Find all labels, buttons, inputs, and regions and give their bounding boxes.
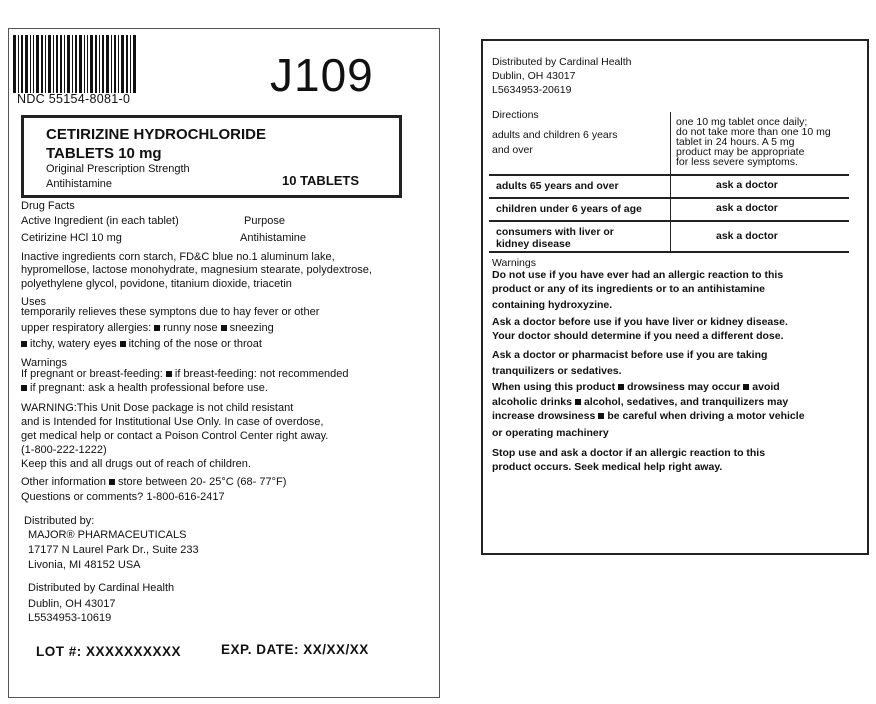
warn-ask-doctor-2: Your doctor should determine if you need a different dose. (492, 330, 784, 342)
warn-when-using-2 (492, 396, 788, 408)
keep-out-of-reach: Keep this and all drugs out of reach of children. (21, 458, 251, 470)
bullet-icon (618, 384, 624, 390)
avoid: avoid (752, 381, 780, 393)
questions-phone: Questions or comments? 1-800-616-2417 (21, 491, 225, 503)
row1-dose-line2: do not take more than one 10 mg (676, 126, 831, 138)
drug-facts-heading: Drug Facts (21, 200, 75, 212)
product-title-box (21, 115, 402, 198)
major-city: Livonia, MI 48152 USA (28, 559, 141, 571)
directions-heading: Directions (492, 109, 539, 121)
distributed-by-label: Distributed by: (24, 515, 95, 527)
warn-do-not-use-2: product or any of its ingredients or to an antihistamine (492, 283, 766, 295)
warn-stop-use-2: product occurs. Seek medical help right away. (492, 461, 723, 473)
warnings-line2 (21, 382, 268, 394)
right-city: Dublin, OH 43017 (492, 70, 576, 82)
warn-when-using-3 (492, 410, 805, 422)
cardinal-city: Dublin, OH 43017 (28, 598, 116, 610)
when-using-label: When using this product (492, 381, 616, 393)
tablet-count: 10 TABLETS (282, 173, 360, 188)
table-rule (489, 174, 849, 176)
table-rule (489, 197, 849, 199)
table-rule (489, 220, 849, 222)
drowsiness: drowsiness may occur (627, 381, 741, 393)
purpose-value: Antihistamine (240, 232, 307, 244)
warn-do-not-use-3: containing hydroxyzine. (492, 299, 613, 311)
uses-sneezing: sneezing (229, 322, 274, 334)
uses-line2 (21, 322, 274, 334)
unit-dose-line3: get medical help or contact a Poison Control Center right away. (21, 430, 329, 442)
other-information (21, 476, 286, 488)
bullet-icon (575, 399, 581, 405)
row4-group-line2: kidney disease (496, 238, 571, 250)
unit-dose-line2: and is Intended for Institutional Use Only. In case of overdose, (21, 416, 324, 428)
major-address: 17177 N Laurel Park Dr., Suite 233 (28, 544, 199, 556)
unit-dose-line1: WARNING:This Unit Dose package is not child resistant (21, 402, 294, 414)
uses-line3 (21, 338, 262, 350)
ndc-number: NDC 55154-8081-0 (17, 92, 131, 106)
warn-ask-doctor-1: Ask a doctor before use if you have liver or kidney disease. (492, 316, 788, 328)
warn-pharmacist-1: Ask a doctor or pharmacist before use if you are taking (492, 349, 768, 361)
barcode (13, 35, 158, 93)
bullet-icon (120, 341, 126, 347)
row2-group: adults 65 years and over (496, 180, 619, 192)
row4-dose: ask a doctor (716, 230, 778, 242)
bullet-icon (743, 384, 749, 390)
warnings-heading: Warnings (21, 357, 68, 369)
row1-group-line2: and over (492, 144, 533, 156)
careful-driving: be careful when driving a motor vehicle (607, 410, 805, 422)
bullet-icon (166, 371, 172, 377)
row3-group: children under 6 years of age (496, 203, 642, 215)
bullet-icon (21, 341, 27, 347)
table-divider (670, 112, 671, 252)
row1-dose-line3: tablet in 24 hours. A 5 mg (676, 136, 795, 148)
active-ingredient-value: Cetirizine HCl 10 mg (21, 232, 122, 244)
warn-when-using-1 (492, 381, 780, 393)
product-category: Antihistamine (46, 178, 113, 190)
warnings-line1 (21, 368, 349, 380)
major-name: MAJOR® PHARMACEUTICALS (28, 529, 187, 541)
uses-itchy-eyes: itchy, watery eyes (30, 338, 117, 350)
bullet-icon (221, 325, 227, 331)
bullet-icon (21, 385, 27, 391)
uses-heading: Uses (21, 296, 47, 308)
row1-dose-line1: one 10 mg tablet once daily; (676, 116, 808, 128)
alcohol-sedatives: alcohol, sedatives, and tranquilizers may (583, 396, 789, 408)
uses-line2-text: upper respiratory allergies: (21, 322, 152, 334)
lot-number: LOT #: XXXXXXXXXX (36, 644, 182, 659)
warn-pharmacist-2: tranquilizers or sedatives. (492, 365, 622, 377)
product-name-line2: TABLETS 10 mg (46, 145, 162, 162)
inactive-line3: polyethylene glycol, povidone, titanium dioxide, triacetin (21, 278, 292, 290)
bullet-icon (598, 413, 604, 419)
row1-dose-line5: for less severe symptoms. (676, 156, 798, 168)
row1-group-line1: adults and children 6 years (492, 129, 618, 141)
purpose-header: Purpose (244, 215, 285, 227)
uses-itching-nose: itching of the nose or throat (128, 338, 262, 350)
right-label-panel (481, 39, 869, 555)
row4-group-line1: consumers with liver or (496, 226, 614, 238)
inactive-line1: Inactive ingredients corn starch, FD&C blue no.1 aluminum lake, (21, 251, 335, 263)
warnings-pregnant-text: If pregnant or breast-feeding: (21, 368, 163, 380)
table-rule (489, 251, 849, 253)
right-warnings-heading: Warnings (492, 257, 536, 269)
row1-dose-line4: product may be appropriate (676, 146, 805, 158)
right-distributor: Distributed by Cardinal Health (492, 56, 632, 68)
bullet-icon (154, 325, 160, 331)
row3-dose: ask a doctor (716, 202, 778, 214)
uses-line1: temporarily relieves these symptons due to hay fever or other (21, 306, 320, 318)
inactive-line2: hypromellose, lactose monohydrate, magnesium stearate, polydextrose, (21, 264, 372, 276)
increase-drowsiness: increase drowsiness (492, 410, 596, 422)
product-name-line1: CETIRIZINE HYDROCHLORIDE (46, 126, 267, 143)
warnings-breastfeeding: if breast-feeding: not recommended (174, 368, 349, 380)
warn-when-using-4: or operating machinery (492, 427, 609, 439)
label-code: J109 (270, 49, 374, 101)
other-info-label: Other information (21, 476, 106, 488)
right-code: L5634953-20619 (492, 84, 572, 96)
alcoholic-drinks: alcoholic drinks (492, 396, 572, 408)
poison-control-number: (1-800-222-1222) (21, 444, 107, 456)
cardinal-code: L5534953-10619 (28, 612, 112, 624)
warn-stop-use-1: Stop use and ask a doctor if an allergic reaction to this (492, 447, 766, 459)
strength-note: Original Prescription Strength (46, 163, 190, 175)
uses-runny-nose: runny nose (163, 322, 218, 334)
storage-temperature: store between 20- 25°C (68- 77°F) (117, 476, 287, 488)
row2-dose: ask a doctor (716, 179, 778, 191)
expiration-date: EXP. DATE: XX/XX/XX (221, 642, 369, 657)
warn-do-not-use-1: Do not use if you have ever had an allergic reaction to this (492, 269, 784, 281)
cardinal-distributor: Distributed by Cardinal Health (28, 582, 175, 594)
bullet-icon (109, 479, 115, 485)
active-ingredient-header: Active Ingredient (in each tablet) (21, 215, 179, 227)
warnings-pregnant: if pregnant: ask a health professional before use. (30, 382, 268, 394)
